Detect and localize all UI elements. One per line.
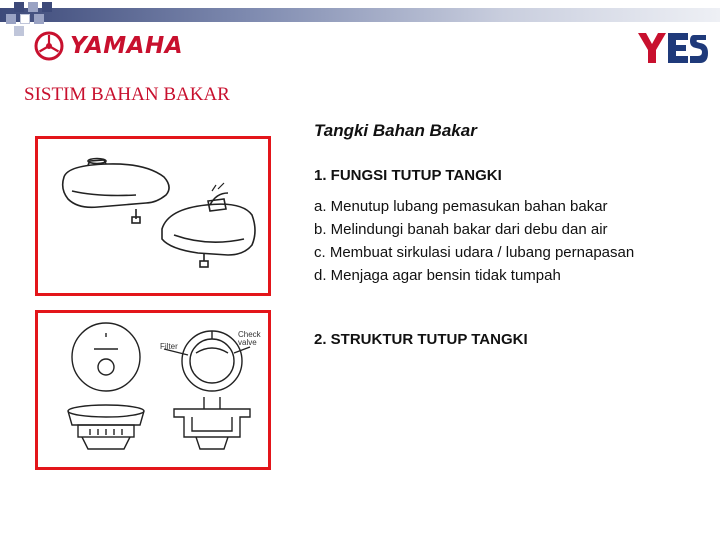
yamaha-tuning-fork-icon xyxy=(34,31,64,61)
page-title: SISTIM BAHAN BAKAR xyxy=(24,84,230,105)
section-heading-struktur: 2. STRUKTUR TUTUP TANGKI xyxy=(314,331,528,348)
tank-cap-drawing-icon xyxy=(38,313,268,467)
subtitle: Tangki Bahan Bakar xyxy=(314,121,477,140)
yes-logo-icon xyxy=(636,31,708,65)
list-item: b. Melindungi banah bakar dari debu dan air xyxy=(314,221,608,238)
list-item: c. Membuat sirkulasi udara / lubang pernapasan xyxy=(314,244,635,261)
fuel-tank-figure xyxy=(35,136,271,296)
valve-label: valve xyxy=(238,338,257,347)
list-item: d. Menjaga agar bensin tidak tumpah xyxy=(314,267,561,284)
yes-logo xyxy=(636,31,708,70)
check-label: Check xyxy=(238,330,261,339)
tank-cap-figure xyxy=(35,310,271,470)
fuel-tank-drawing-icon xyxy=(38,139,268,293)
section-heading-fungsi: 1. FUNGSI TUTUP TANGKI xyxy=(314,167,502,184)
header-band xyxy=(0,8,720,22)
yamaha-wordmark: YAMAHA xyxy=(70,33,183,59)
filter-label: Filter xyxy=(160,342,178,351)
yamaha-logo xyxy=(34,31,183,61)
list-item: a. Menutup lubang pemasukan bahan bakar xyxy=(314,198,608,215)
function-list xyxy=(314,195,634,287)
